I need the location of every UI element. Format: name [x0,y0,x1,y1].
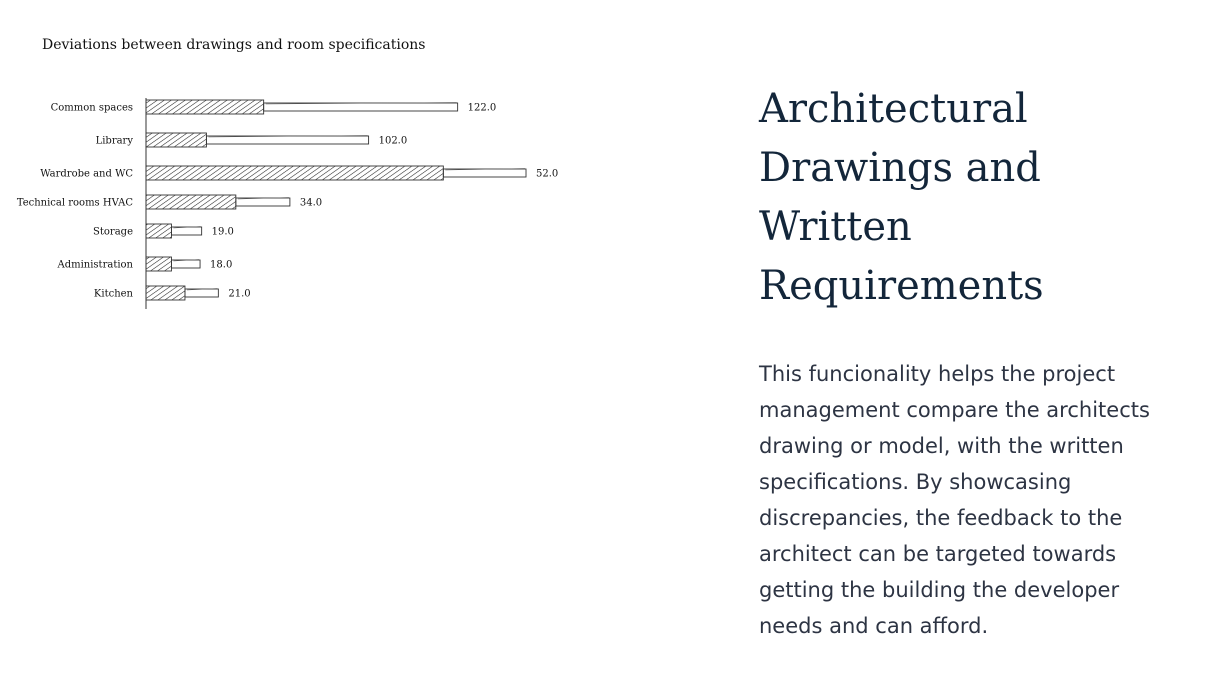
article [759,80,1189,644]
value-label: 102.0 [378,135,408,147]
value-label: 122.0 [467,102,497,114]
category-label: Library [95,135,133,147]
hatched-bar [146,195,236,209]
outline-bar [443,169,526,177]
value-label: 19.0 [211,226,234,238]
category-label: Storage [93,226,133,238]
value-label: 52.0 [536,168,559,180]
outline-bar [206,136,368,144]
hatched-bar [146,224,171,238]
hatched-bar [146,133,206,147]
category-label: Administration [57,259,133,271]
article-body: This funcionality helps the project management compare the architects drawing or model, with the written specifications. By showcasing discrepancies, the feedback to the architect can be targeted towards getting the building the developer needs and can afford. [759,362,1150,638]
hatched-bar [146,257,171,271]
hatched-bar [146,100,264,114]
outline-bar [264,103,458,111]
category-label: Technical rooms HVAC [16,197,133,209]
outline-bar [171,227,201,235]
outline-bar [236,198,290,206]
category-label: Wardrobe and WC [40,168,133,180]
chart-title: Deviations between drawings and room specifications [42,37,426,53]
value-label: 21.0 [228,288,251,300]
article-heading: Architectural Drawings and Written Requirements [759,86,1044,309]
value-label: 34.0 [299,197,323,209]
hatched-bar [146,166,443,180]
hatched-bar [146,286,185,300]
category-label: Common spaces [50,102,133,114]
bar-chart [0,0,700,340]
outline-bar [171,260,200,268]
value-label: 18.0 [210,259,233,271]
category-label: Kitchen [93,288,133,300]
outline-bar [185,289,218,297]
